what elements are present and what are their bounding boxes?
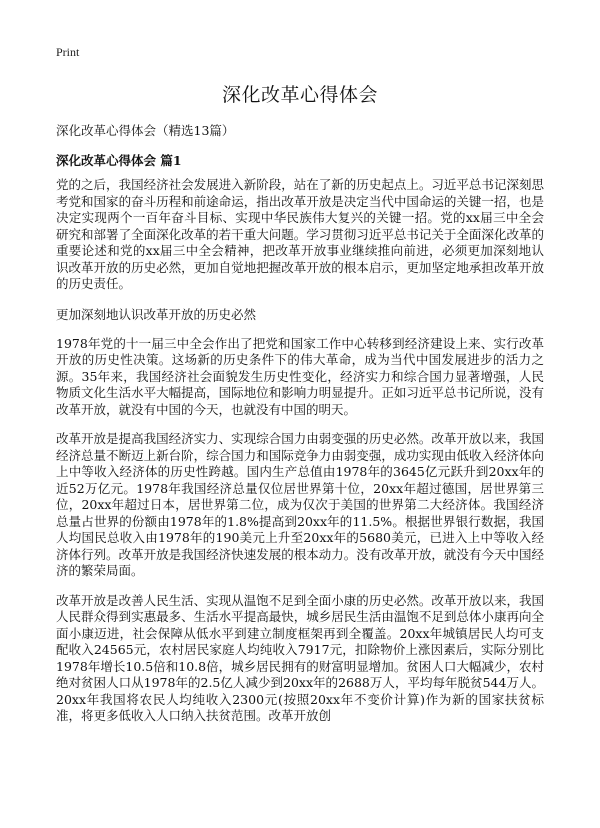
paragraph-1978-reform: 1978年党的十一届三中全会作出了把党和国家工作中心转移到经济建设上来、实行改革开放的历史性决策。这场新的历史条件下的伟大革命，成为当代中国发展进步的活力之源。35年来，我国经济社会面貌发生历史性变化，经济实力和综合国力显著增强，人民物质文化生活水平大幅提高，国际地位和影响力明显提升。正如习近平总书记所说，没有改革开放，就没有中国的今天，也就没有中国的明天。 xyxy=(56,335,544,417)
paragraph-intro: 党的之后，我国经济社会发展进入新阶段，站在了新的历史起点上。习近平总书记深刻思考党和国家的奋斗历程和前途命运，指出改革开放是决定当代中国命运的关键一招，也是决定实现两个一百年奋斗目标、实现中华民族伟大复兴的关键一招。党的xx届三中全会研究和部署了全面深化改革的若干重大问题。学习贯彻习近平总书记关于全面深化改革的重要论述和党的xx届三中全会精神，把改革开放事业继续推向前进，必须更加深刻地认识改革开放的历史必然，更加自觉地把握改革开放的根本启示，更加坚定地承担改革开放的历史责任。 xyxy=(56,177,544,291)
paragraph-economic-strength: 改革开放是提高我国经济实力、实现综合国力由弱变强的历史必然。改革开放以来，我国经济总量不断迈上新台阶，综合国力和国际竞争力由弱变强，成功实现由低收入经济体向上中等收入经济体的历史性跨越。国内生产总值由1978年的3645亿元跃升到20xx年的近52万亿元。1978年我国经济总量仅位居世界第十位，20xx年超过德国，居世界第三位，20xx年超过日本，居世界第二位，成为仅次于美国的世界第二大经济体。我国经济总量占世界的份额由1978年的1.8%提高到20xx年的11.5%。根据世界银行数据，我国人均国民总收入由1978年的190美元上升至20xx年的5680美元，已进入上中等收入经济体行列。改革开放是我国经济快速发展的根本动力。没有改革开放，就没有今天中国经济的繁荣局面。 xyxy=(56,431,544,578)
section-heading: 深化改革心得体会 篇1 xyxy=(56,153,182,168)
document-subtitle: 深化改革心得体会（精选13篇） xyxy=(56,123,235,138)
document-title: 深化改革心得体会 xyxy=(221,84,378,106)
print-link[interactable]: Print xyxy=(56,45,80,59)
document-body xyxy=(56,122,544,738)
paragraph-living-standards: 改革开放是改善人民生活、实现从温饱不足到全面小康的历史必然。改革开放以来，我国人民群众得到实惠最多、生活水平提高最快，城乡居民生活由温饱不足到总体小康再向全面小康迈进，社会保障从低水平到建立制度框架再到全覆盖。20xx年城镇居民人均可支配收入24565元，农村居民家庭人均纯收入7917元，扣除物价上涨因素后，实际分别比1978年增长10.5倍和10.8倍，城乡居民拥有的财富明显增加。贫困人口大幅减少，农村绝对贫困人口从1978年的2.5亿人减少到20xx年的2688万人，平均每年脱贫544万人。20xx年我国将农民人均纯收入2300元(按照20xx年不变价计算)作为新的国家扶贫标准，将更多低收入人口纳入扶贫范围。改革开放创 xyxy=(56,592,544,723)
subheading-historical-necessity: 更加深刻地认识改革开放的历史必然 xyxy=(56,306,257,322)
